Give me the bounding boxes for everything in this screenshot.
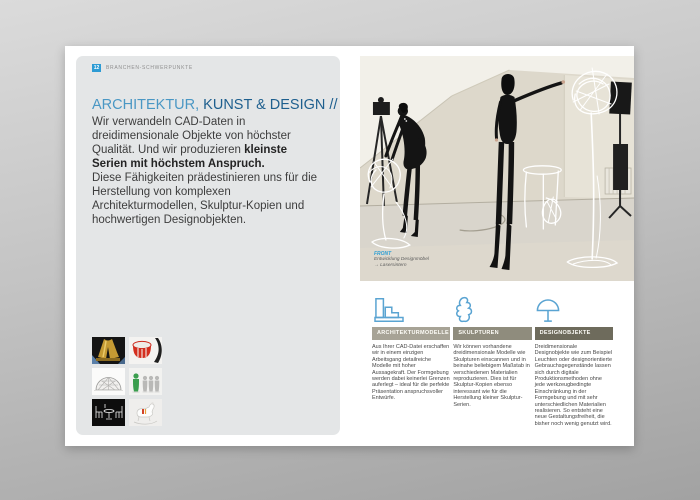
topic-columns [372,293,613,427]
design-object-icon [535,299,561,324]
rocking-horse-object-photo [129,399,162,426]
page-title [92,97,337,114]
page-number-badge: 12 [93,65,100,71]
miniature-furniture-photo [92,399,125,426]
photo-caption [374,251,429,268]
intro-bold-text: kleinste Serien mit höchstem Anspruch. [92,144,287,170]
column-designobjekte [535,293,613,427]
title-slashes: // [325,97,338,113]
studio-photo [360,56,634,281]
column-text-architekturmodelle: Aus Ihrer CAD-Datei erschaffen wir in einem einzigen Arbeitsgang detailreiche Modelle mit hoher Aussagekraft. Der Formgebung werden dabei keinerlei Grenzen auferlegt – ideal für die perfekte Präsentation anspruchsvoller Entwürfe. [372,344,450,402]
title-part-1: ARCHITEKTUR, [92,97,200,113]
section-label: BRANCHEN-SCHWERPUNKTE [106,65,193,71]
dome-architecture-model-photo [92,368,125,395]
intro-block-1 [92,115,325,171]
studio-photo-illustration [360,56,634,281]
sculpture-icon [453,296,475,324]
section-kicker [92,64,193,72]
caption-line-2: → Lasersintern [374,262,407,268]
column-header-architekturmodelle: ARCHITEKTURMODELLE [372,327,450,340]
intro-text: Wir verwandeln CAD-Daten in dreidimensionale Objekte von höchster Qualität. Und wir produzieren [92,116,291,156]
column-skulpturen [453,293,531,427]
column-header-skulpturen: SKULPTUREN [453,327,531,340]
brochure-spread [65,46,634,446]
intro-block-2: Diese Fähigkeiten prädestinieren uns für die Herstellung von komplexen Architekturmodellen, Skulptur-Kopien und hochwertigen Designobjekten. [92,172,318,226]
column-architekturmodelle [372,293,450,427]
thumbnail-grid [92,337,162,426]
caption-line-1: Entwicklung Designmöbel [374,257,429,262]
title-part-2: KUNST & DESIGN [199,97,326,113]
figurine-series-photo [129,368,162,395]
column-text-designobjekte: Dreidimensionale Designobjekte wie zum Beispiel Leuchten oder designorientierte Gebrauchsgegenstände lassen sich durch digitale Produktionsmethoden ohne jede werkzeugbedingte Einschränkung in der Formgebung und mit sehr unterschiedlichen Materialien realisieren. So entsteht eine neue Gestaltungsfreiheit, die bisher noch wenig genutzt wird. [534,344,613,427]
architecture-model-icon [372,296,406,324]
column-header-designobjekte: DESIGNOBJEKTE [535,327,613,340]
column-text-skulpturen: Wir können vorhandene dreidimensionale Modelle wie Skulpturen einscannen und in beinahe beliebigem Maßstab in verschiedenen Materialien reproduzieren. Dies ist für Skulptur-Kopien ebenso interessant wie für die Herstellung kleiner Skulptur-Serien. [453,344,530,408]
left-content-panel [76,56,340,435]
red-design-object-photo [129,337,162,364]
intro-paragraph [92,115,325,227]
gilded-sculpture-photo [92,337,125,364]
caption-brand: FRONT [374,251,392,257]
